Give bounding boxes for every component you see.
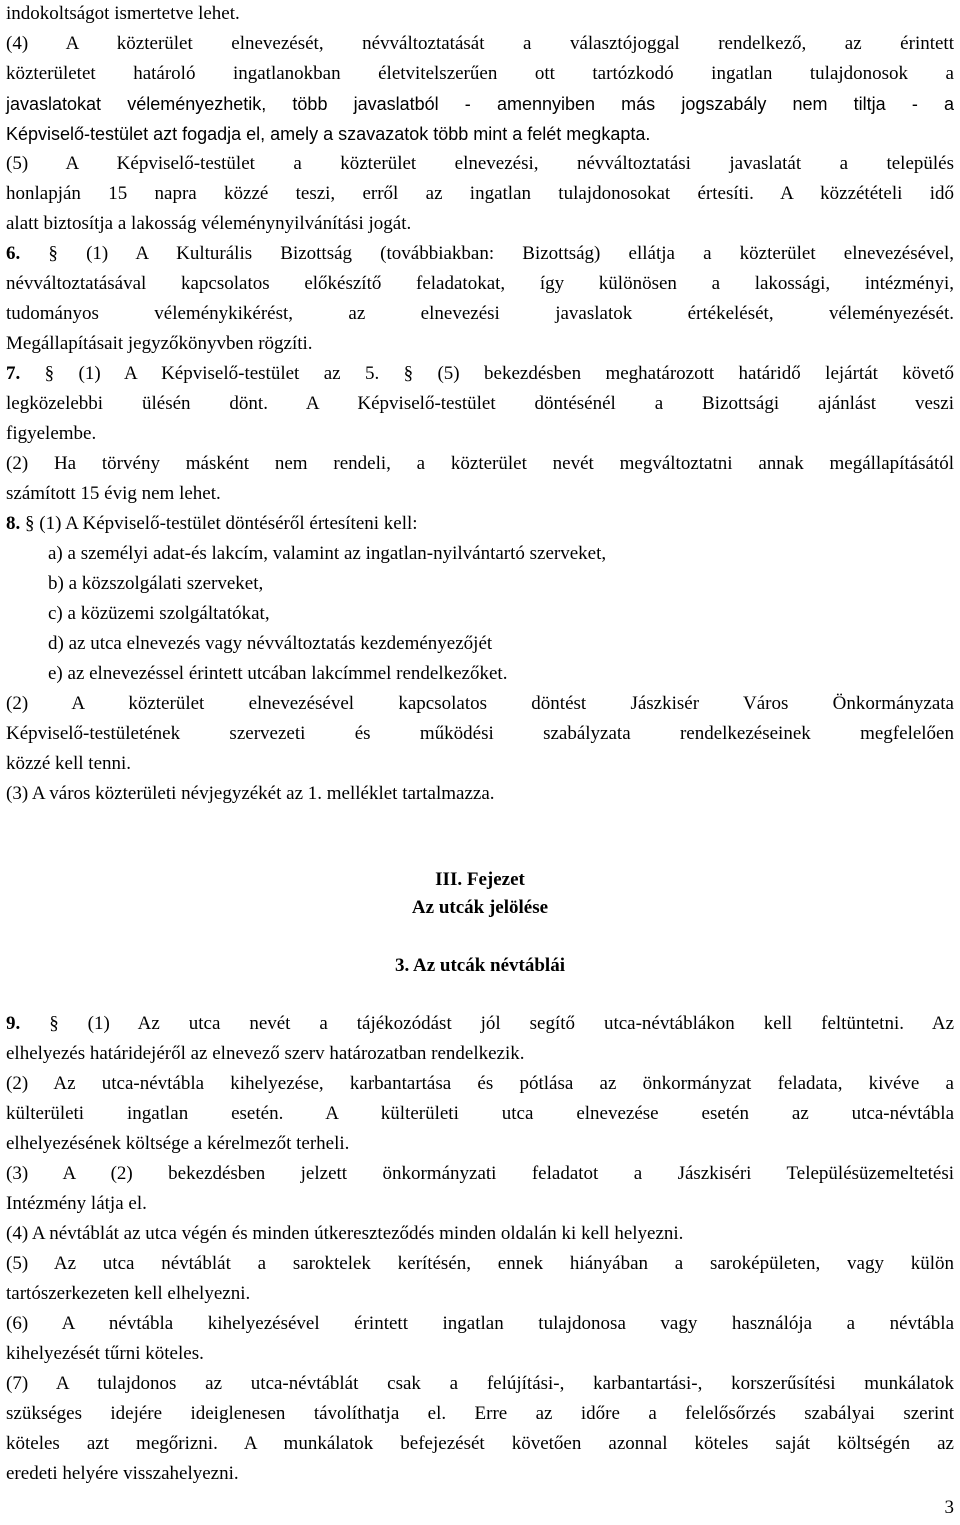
section-number: 8. (6, 513, 21, 534)
text-line: legközelebbi ülésén dönt. A Képviselő-testület döntésénél a Bizottsági ajánlást veszi (6, 393, 954, 414)
text-line: Képviselő-testület azt fogadja el, amely a szavazatok több mint a felét megkapta. (6, 124, 651, 144)
text-line: közterületet határoló ingatlanokban életvitelszerűen ott tartózkodó ingatlan tulajdonosok a (6, 63, 954, 84)
text-line: névváltoztatásával kapcsolatos előkészítő feladatokat, így különösen a lakossági, intézményi, (6, 273, 954, 294)
text-line: Intézmény látja el. (6, 1193, 147, 1214)
section-number: 6. (6, 243, 21, 264)
text-line: (3) A (2) bekezdésben jelzett önkormányzati feladatot a Jászkiséri Településüzemeltetési (6, 1163, 954, 1184)
text-line: (2) Ha törvény másként nem rendeli, a közterület nevét megváltoztatni annak megállapításától (6, 453, 954, 474)
list-item: d) az utca elnevezés vagy névváltoztatás kezdeményezőjét (48, 633, 493, 654)
chapter-heading: III. Fejezet (435, 869, 525, 890)
text-line: (3) A város közterületi névjegyzékét az 1. melléklet tartalmazza. (6, 783, 495, 804)
paragraph-sign: § (25, 513, 35, 534)
text-line: Megállapításait jegyzőkönyvben rögzíti. (6, 333, 313, 354)
text-line: honlapján 15 napra közzé teszi, erről az ingatlan tulajdonosokat értesíti. A közzétételi idő (6, 183, 954, 204)
section-number: 7. (6, 363, 21, 384)
list-item: a) a személyi adat-és lakcím, valamint az ingatlan-nyilvántartó szerveket, (48, 543, 607, 564)
text-line: (5) A Képviselő-testület a közterület elnevezési, névváltoztatási javaslatát a település (6, 153, 954, 174)
section-8-line (6, 512, 954, 536)
section-6-line (6, 242, 954, 266)
text-line: kihelyezését tűrni köteles. (6, 1343, 204, 1364)
text-line: (7) A tulajdonos az utca-névtáblát csak a felújítási-, karbantartási-, korszerűsítési munkálatok (6, 1373, 954, 1394)
chapter-title: Az utcák jelölése (411, 897, 549, 918)
text-run: (1) A Képviselő-testület az 5. § (5) bekezdésben meghatározott határidő lejártát követő (78, 363, 955, 384)
text-line: köteles azt megőrizni. A munkálatok befejezését követően azonnal köteles saját költségén az (6, 1433, 954, 1454)
section-7-line (6, 362, 954, 386)
text-line: indokoltságot ismertetve lehet. (6, 3, 240, 24)
paragraph-sign: § (49, 1013, 59, 1034)
text-line: külterületi ingatlan esetén. A külterületi utca elnevezése esetén az utca-névtábla (6, 1103, 954, 1124)
paragraph-sign: § (48, 243, 58, 264)
text-line: számított 15 évig nem lehet. (6, 483, 221, 504)
page-number: 3 (944, 1497, 954, 1518)
text-line: szükséges idejére ideiglenesen távolíthatja el. Erre az időre a felelősőrzés szabályai szerint (6, 1403, 954, 1424)
text-line: alatt biztosítja a lakosság véleménynyilvánítási jogát. (6, 213, 412, 234)
text-line: javaslatokat véleményezhetik, több javaslatból - amennyiben más jogszabály nem tiltja - a (6, 94, 954, 114)
text-line: eredeti helyére visszahelyezni. (6, 1463, 239, 1484)
list-item: e) az elnevezéssel érintett utcában lakcímmel rendelkezőket. (48, 663, 508, 684)
text-line: tartószerkezeten kell elhelyezni. (6, 1283, 251, 1304)
section-number: 9. (6, 1013, 21, 1034)
text-line: közzé kell tenni. (6, 753, 132, 774)
text-line: Képviselő-testületének szervezeti és működési szabályzata rendelkezéseinek megfelelően (6, 723, 954, 744)
text-line: (2) A közterület elnevezésével kapcsolatos döntést Jászkisér Város Önkormányzata (6, 693, 954, 714)
text-line: (2) Az utca-névtábla kihelyezése, karbantartása és pótlása az önkormányzat feladata, kivéve a (6, 1073, 954, 1094)
text-run: (1) Az utca nevét a tájékozódást jól segítő utca-névtáblákon kell feltüntetni. Az (87, 1013, 955, 1034)
text-line: tudományos véleménykikérést, az elnevezési javaslatok értékelését, véleményezését. (6, 303, 954, 324)
text-line: (5) Az utca névtáblát a saroktelek kerítésén, ennek hiányában a saroképületen, vagy külön (6, 1253, 954, 1274)
text-run: (1) A Kulturális Bizottság (továbbiakban: Bizottság) ellátja a közterület elnevezésével, (86, 243, 955, 264)
text-line: (4) A névtáblát az utca végén és minden útkereszteződés minden oldalán ki kell helyezni. (6, 1223, 684, 1244)
text-run: (1) A Képviselő-testület döntéséről értesíteni kell: (39, 513, 418, 534)
paragraph-sign: § (44, 363, 55, 384)
list-item: c) a közüzemi szolgáltatókat, (48, 603, 270, 624)
section-9-line (6, 1012, 954, 1036)
subsection-heading: 3. Az utcák névtáblái (395, 955, 565, 976)
text-line: (6) A névtábla kihelyezésével érintett ingatlan tulajdonosa vagy használója a névtábla (6, 1313, 954, 1334)
text-line: elhelyezés határidejéről az elnevező szerv határozatban rendelkezik. (6, 1043, 525, 1064)
text-line: (4) A közterület elnevezését, névváltoztatását a választójoggal rendelkező, az érintett (6, 33, 954, 54)
text-line: elhelyezésének költsége a kérelmezőt terheli. (6, 1133, 350, 1154)
text-line: figyelembe. (6, 423, 97, 444)
list-item: b) a közszolgálati szerveket, (48, 573, 264, 594)
